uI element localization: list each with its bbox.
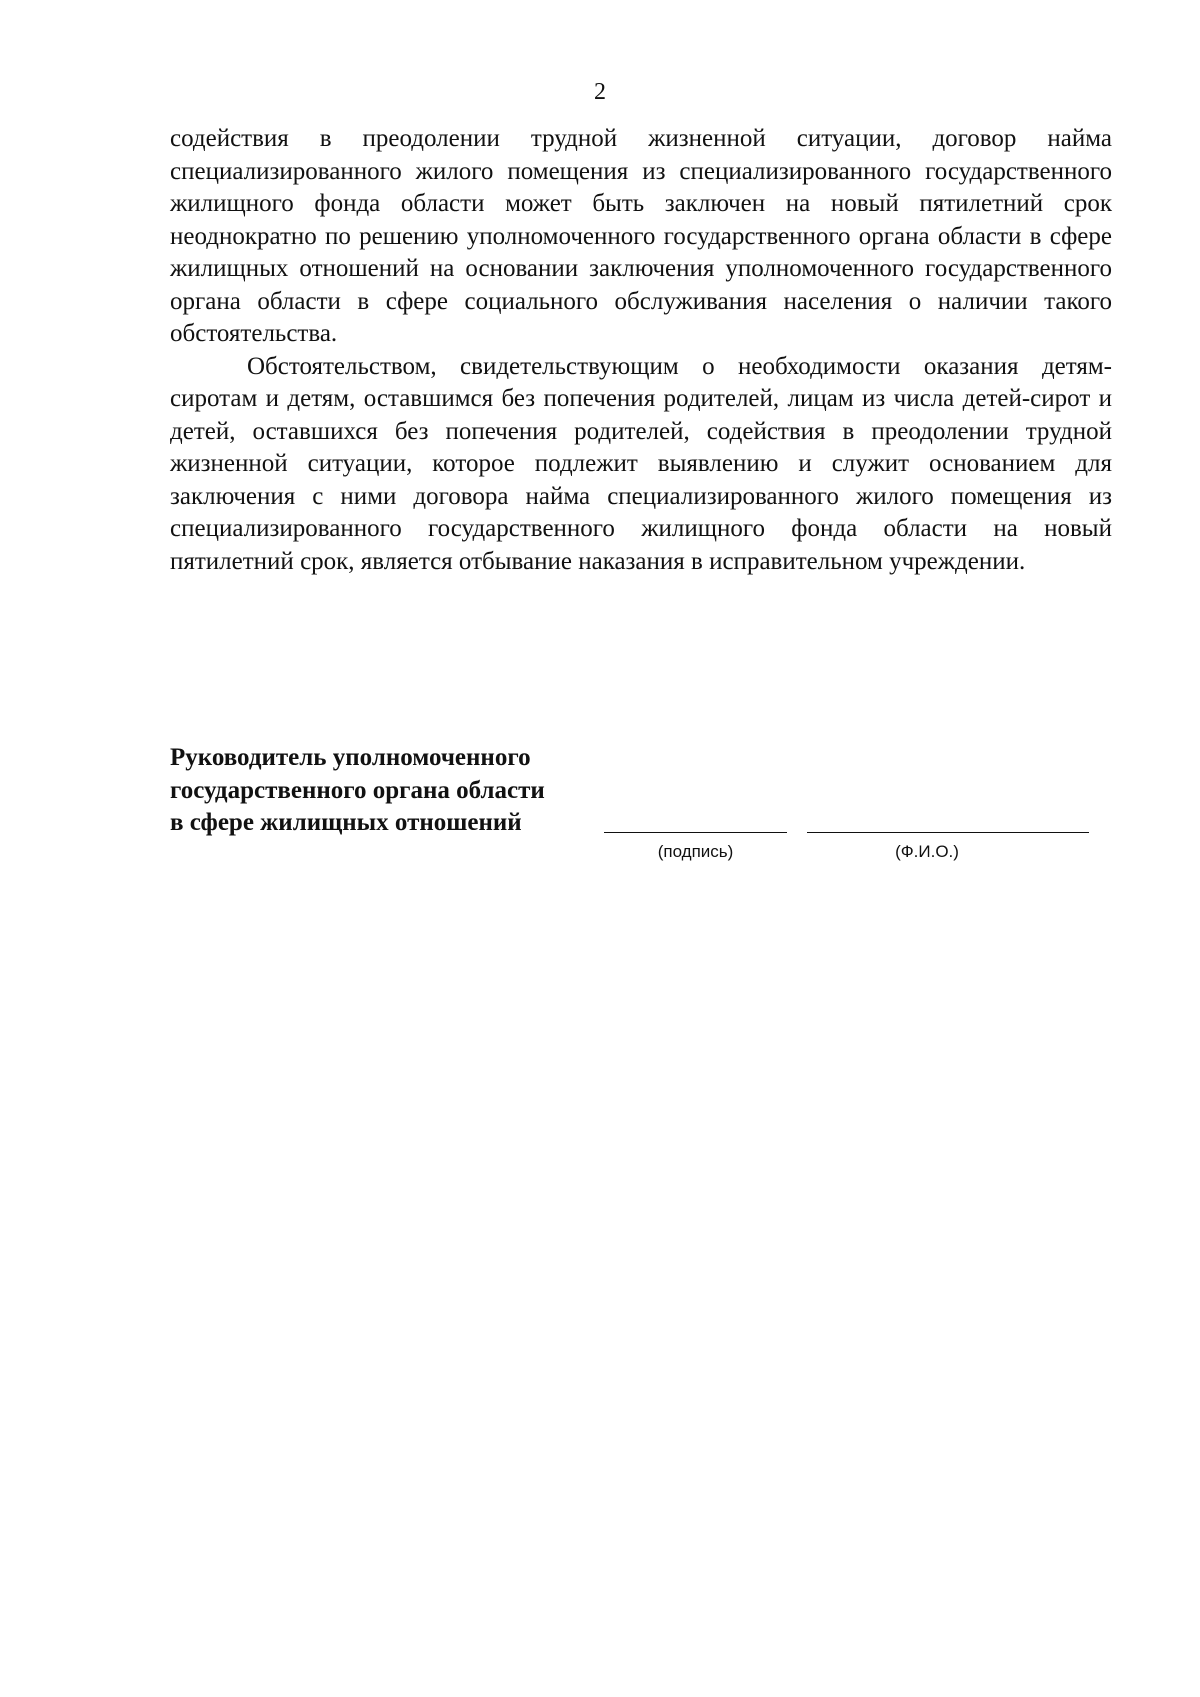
signature-line [604, 832, 787, 833]
fio-line [807, 832, 1089, 833]
page-number: 2 [594, 79, 606, 105]
fio-caption: (Ф.И.О.) [895, 842, 959, 861]
signature-title-line: государственного органа области [170, 776, 545, 804]
signature-title-line: в сфере жилищных отношений [170, 809, 522, 836]
signature-title-line: Руководитель уполномоченного [170, 744, 531, 771]
document-body [170, 123, 1112, 578]
paragraph-continuation: содействия в преодолении трудной жизненной ситуации, договор найма специализированного жилого помещения из специализированного государственного жилищного фонда области может быть заключен на новый пятилетний срок неоднократно по решению уполномоченного государственного органа области в сфере жилищных отношений на основании заключения уполномоченного государственного органа области в сфере социального обслуживания населения о наличии такого обстоятельства. [170, 125, 1112, 347]
signature-title [170, 742, 590, 840]
paragraph-circumstance: Обстоятельством, свидетельствующим о необходимости оказания детям-сиротам и детям, оставшимся без попечения родителей, лицам из числа детей-сирот и детей, оставшихся без попечения родителей, содействия в преодолении трудной жизненной ситуации, которое подлежит выявлению и служит основанием для заключения с ними договора найма специализированного жилого помещения из специализированного государственного жилищного фонда области на новый пятилетний срок, является отбывание наказания в исправительном учреждении. [170, 352, 1112, 575]
signature-caption: (подпись) [657, 842, 734, 861]
